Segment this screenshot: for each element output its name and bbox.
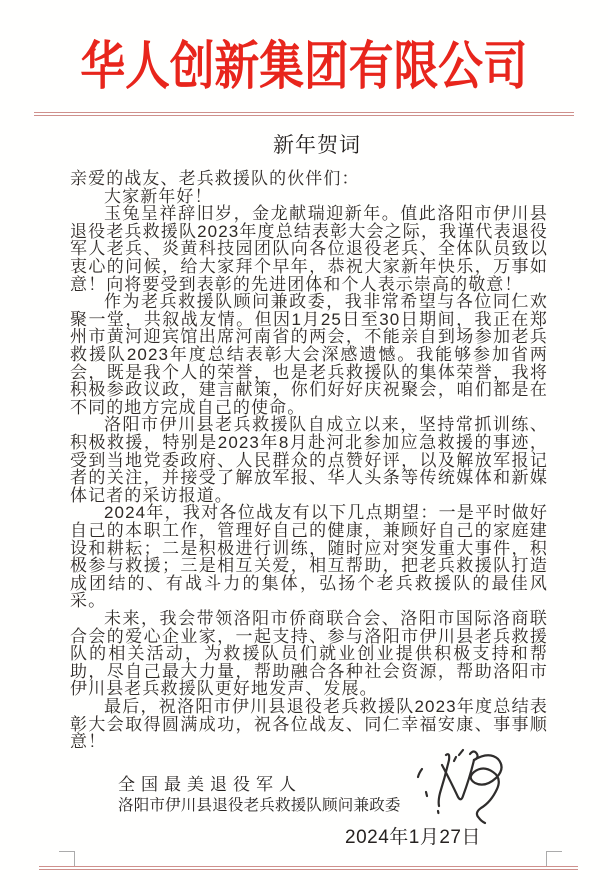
company-title: 华人创新集团有限公司 bbox=[80, 38, 528, 96]
footer-corner-mark-right bbox=[546, 851, 562, 866]
signature-role-line: 洛阳市伊川县退役老兵救援队顾问兼政委 bbox=[118, 797, 401, 814]
paragraph: 玉兔呈祥辞旧岁，金龙献瑞迎新年。值此洛阳市伊川县退役老兵救援队2023年度总结表彰大会之际，我谨代表退役军人老兵、炎黄科技园团队向各位退役老兵、全体队员致以衷心的问候，给大家拜个早年，恭祝大家新年快乐，万事如意！向将要受到表彰的先进团体和个人表示崇高的敬意！ bbox=[70, 204, 548, 294]
footer-rule bbox=[39, 866, 578, 870]
letter-title: 新年贺词 bbox=[273, 134, 361, 158]
greeting-line: 大家新年好！ bbox=[104, 186, 213, 206]
letter-body bbox=[70, 170, 548, 751]
header-rule bbox=[34, 112, 574, 116]
salutation-line: 亲爱的战友、老兵救援队的伙伴们： bbox=[70, 169, 360, 189]
signature-honor-line: 全国最美退役军人 bbox=[118, 775, 302, 794]
footer-corner-mark-left bbox=[59, 851, 75, 866]
paragraph: 2024年，我对各位战友有以下几点期望：一是平时做好自己的本职工作，管理好自己的健康，兼顾好自己的家庭建设和耕耘；二是积极进行训练，随时应对突发重大事件，积极参与救援；三是相互关爱，相互帮助，把老兵救援队打造成团结的、有战斗力的集体，弘扬个老兵救援队的最佳风采。 bbox=[70, 503, 548, 611]
paragraph: 洛阳市伊川县老兵救援队自成立以来，坚持常抓训练、积极救援，特别是2023年8月赴河北参加应急救援的事迹，受到当地党委政府、人民群众的点赞好评，以及解放军报记者的关注，并接受了解放军报、华人头条等传统媒体和新媒体记者的采访报道。 bbox=[70, 415, 548, 505]
paragraph: 最后，祝洛阳市伊川县退役老兵救援队2023年度总结表彰大会取得圆满成功，祝各位战友、同仁幸福安康、事事顺意！ bbox=[70, 696, 548, 752]
paragraph: 作为老兵救援队顾问兼政委，我非常希望与各位同仁欢聚一堂，共叙战友情。但因1月25日至30日期间，我正在郑州市黄河迎宾馆出席河南省的两会，不能亲自到场参加老兵救援队2023年度总结表彰大会深感遗憾。我能够参加省两会，既是我个人的荣誉，也是老兵救援队的集体荣誉，我将积极参政议政，建言献策，你们好好庆祝聚会，咱们都是在不同的地方完成自己的使命。 bbox=[70, 292, 548, 417]
paragraph: 未来，我会带领洛阳市侨商联合会、洛阳市国际洛商联合会的爱心企业家，一起支持、参与洛阳市伊川县老兵救援队的相关活动，为救援队员们就业创业提供积极支持和帮助，尽自己最大力量，帮助融合各种社会资源，帮助洛阳市伊川县老兵救援队更好地发声、发展。 bbox=[70, 608, 548, 699]
letter-date: 2024年1月27日 bbox=[345, 827, 481, 848]
handwritten-signature bbox=[413, 747, 513, 827]
company-title-wrap bbox=[0, 0, 608, 95]
